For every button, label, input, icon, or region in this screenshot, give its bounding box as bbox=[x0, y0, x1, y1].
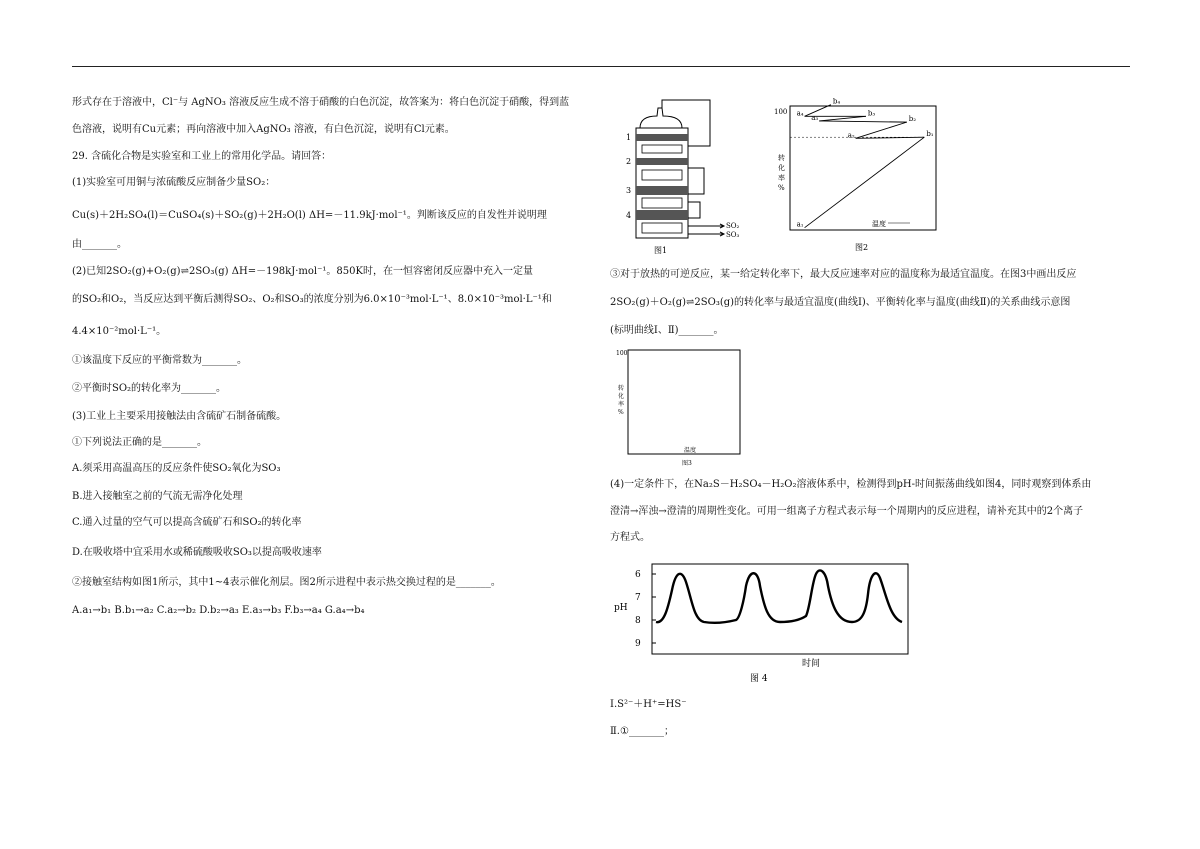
figure-2-process-chart bbox=[770, 98, 940, 258]
point-label: b₄ bbox=[832, 98, 841, 106]
ph-curve bbox=[656, 570, 902, 622]
figure-1-contact-chamber bbox=[612, 98, 752, 258]
text-line: C.通入过量的空气可以提高含硫矿石和SO₂的转化率 bbox=[72, 517, 302, 528]
text-line: ③对于放热的可逆反应，某一给定转化率下，最大反应速率对应的温度称为最适宜温度。在图3中画出反应 bbox=[610, 269, 1077, 280]
text-line: B.进入接触室之前的气流无需净化处理 bbox=[72, 491, 243, 502]
text-line: ①该温度下反应的平衡常数为_______。 bbox=[72, 355, 247, 366]
y-label: % bbox=[618, 409, 624, 416]
point-label: b₁ bbox=[926, 130, 934, 139]
text-line: Cu(s)＋2H₂SO₄(l)＝CuSO₄(s)＋SO₂(g)＋2H₂O(l) ΔH=－11.9kJ·mol⁻¹。判断该反应的自发性并说明理 bbox=[72, 210, 547, 221]
text-line: 色溶液，说明有Cu元素；再向溶液中加入AgNO₃ 溶液，有白色沉淀，说明有Cl元素。 bbox=[72, 124, 455, 135]
x-label: 温度 bbox=[684, 447, 697, 454]
text-line: 方程式。 bbox=[610, 532, 650, 543]
header-rule bbox=[72, 66, 1130, 67]
y-label: 转 bbox=[778, 154, 785, 162]
point-label: a₂ bbox=[847, 131, 855, 140]
process-segment bbox=[805, 137, 925, 227]
text-line: A.须采用高温高压的反应条件使SO₂氧化为SO₃ bbox=[72, 463, 281, 474]
y-label: 率 bbox=[778, 174, 785, 182]
text-line: ②接触室结构如图1所示，其中1~4表示催化剂层。图2所示进程中表示热交换过程的是_______。 bbox=[72, 577, 501, 588]
y-tick: 6 bbox=[635, 570, 641, 580]
text-line: Ⅱ.①_______； bbox=[610, 726, 674, 737]
y-label: % bbox=[778, 184, 785, 192]
point-label: a₄ bbox=[796, 109, 804, 118]
process-segment bbox=[856, 122, 907, 138]
y-label: 转 bbox=[618, 385, 625, 392]
text-line: (2)已知2SO₂(g)+O₂(g)⇌2SO₃(g) ΔH=－198kJ·mol⁻¹。850K时，在一恒容密闭反应器中充入一定量 bbox=[72, 266, 533, 277]
text-line: 由_______。 bbox=[72, 239, 127, 250]
text-line: ①下列说法正确的是_______。 bbox=[72, 437, 207, 448]
text-line: A.a₁→b₁ B.b₁→a₂ C.a₂→b₂ D.b₂→a₃ E.a₃→b₃ F.b₃→a₄ G.a₄→b₄ bbox=[72, 605, 365, 616]
figure-caption: 图1 bbox=[654, 246, 668, 255]
figure-caption: 图2 bbox=[855, 243, 869, 252]
y-tick: 9 bbox=[635, 639, 641, 649]
process-segment bbox=[819, 116, 866, 121]
y-label: pH bbox=[614, 603, 628, 613]
text-line: 澄清→浑浊→澄清的周期性变化。可用一组离子方程式表示每一个周期内的反应进程，请补充其中的2个离子 bbox=[610, 506, 1084, 517]
layer-label: 3 bbox=[626, 186, 632, 195]
text-line: 形式存在于溶液中，Cl⁻与 AgNO₃ 溶液反应生成不溶于硝酸的白色沉淀，故答案为：将白色沉淀于硝酸，得到蓝 bbox=[72, 97, 570, 108]
text-line: 29. 含硫化合物是实验室和工业上的常用化学品。请回答： bbox=[72, 151, 332, 162]
text-line: ②平衡时SO₂的转化率为_______。 bbox=[72, 383, 227, 394]
figure-caption: 图 4 bbox=[750, 674, 768, 684]
layer-label: 2 bbox=[626, 157, 632, 166]
point-label: b₂ bbox=[908, 115, 917, 124]
point-label: a₃ bbox=[811, 113, 819, 122]
x-label: 时间 bbox=[802, 659, 821, 669]
text-line: D.在吸收塔中宜采用水或稀硫酸吸收SO₃以提高吸收速率 bbox=[72, 547, 322, 558]
y-tick: 100 bbox=[774, 108, 788, 116]
text-line: (标明曲线Ⅰ、Ⅱ)_______。 bbox=[610, 325, 724, 336]
y-label: 化 bbox=[618, 393, 625, 400]
text-line: 2SO₂(g)＋O₂(g)⇌2SO₃(g)的转化率与最适宜温度(曲线Ⅰ)、平衡转化率与温度(曲线Ⅱ)的关系曲线示意图 bbox=[610, 297, 1071, 308]
text-line: (1)实验室可用铜与浓硫酸反应制备少量SO₂： bbox=[72, 177, 276, 188]
outlet-label: SO₃ bbox=[726, 231, 740, 239]
outlet-label: SO₂ bbox=[726, 222, 740, 230]
figure-4-ph-oscillation bbox=[612, 560, 912, 685]
y-label: 化 bbox=[778, 164, 785, 172]
process-segment bbox=[819, 121, 907, 122]
text-line: Ⅰ.S²⁻＋H⁺=HS⁻ bbox=[610, 699, 687, 710]
layer-label: 4 bbox=[626, 211, 632, 220]
figure-3-blank-chart bbox=[612, 344, 747, 470]
y-tick: 8 bbox=[635, 616, 641, 626]
point-label: b₃ bbox=[867, 109, 876, 118]
y-tick: 100 bbox=[616, 350, 628, 357]
text-line: (4)一定条件下，在Na₂S－H₂SO₄－H₂O₂溶液体系中，检测得到pH-时间振荡曲线如图4，同时观察到体系由 bbox=[610, 479, 1092, 490]
text-line: 的SO₂和O₂，当反应达到平衡后测得SO₂、O₂和SO₃的浓度分别为6.0×10⁻³mol·L⁻¹、8.0×10⁻³mol·L⁻¹和 bbox=[72, 294, 552, 305]
layer-label: 1 bbox=[626, 133, 632, 142]
x-label: 温度 bbox=[872, 220, 886, 228]
point-label: a₁ bbox=[796, 220, 804, 229]
text-line: (3)工业上主要采用接触法由含硫矿石制备硫酸。 bbox=[72, 411, 287, 422]
y-label: 率 bbox=[618, 401, 625, 408]
figure-caption: 图3 bbox=[682, 460, 692, 467]
y-tick: 7 bbox=[635, 593, 641, 603]
text-line: 4.4×10⁻²mol·L⁻¹。 bbox=[72, 326, 167, 337]
